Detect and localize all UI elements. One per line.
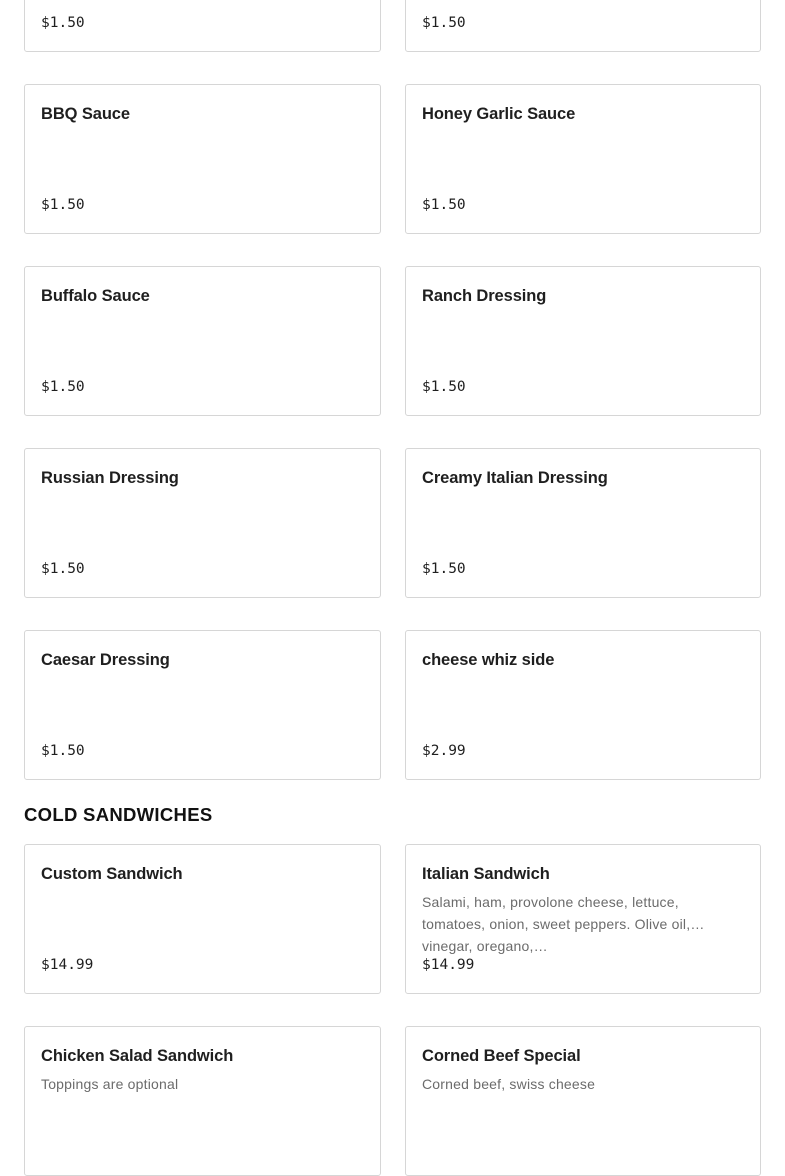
- menu-item-card-creamy-italian-dressing[interactable]: [405, 448, 761, 598]
- menu-item-card-chicken-salad-sandwich[interactable]: [24, 1026, 381, 1176]
- item-name: Honey Garlic Sauce: [422, 105, 576, 123]
- item-description: Salami, ham, provolone cheese, lettuce, tomatoes, onion, sweet peppers. Olive oil, vinegar, oregano,…: [422, 894, 691, 954]
- item-price: $1.50: [422, 561, 466, 577]
- item-name: Custom Sandwich: [41, 865, 183, 883]
- item-price: $1.50: [422, 15, 466, 31]
- item-price: $1.50: [41, 561, 85, 577]
- item-name: Creamy Italian Dressing: [422, 469, 608, 487]
- item-price: $2.99: [422, 743, 466, 759]
- item-name: Buffalo Sauce: [41, 287, 150, 305]
- item-price: $1.50: [41, 379, 85, 395]
- menu-item-card[interactable]: [405, 0, 761, 52]
- item-description: Toppings are optional: [41, 1076, 179, 1092]
- menu-item-card-corned-beef-special[interactable]: [405, 1026, 761, 1176]
- item-price: $1.50: [41, 15, 85, 31]
- item-name: cheese whiz side: [422, 651, 555, 669]
- item-price: $14.99: [422, 957, 475, 973]
- cold-sandwiches-grid: [24, 844, 761, 1176]
- item-name: Chicken Salad Sandwich: [41, 1047, 234, 1065]
- menu-item-card-custom-sandwich[interactable]: [24, 844, 381, 994]
- menu-item-card-cheese-whiz-side[interactable]: [405, 630, 761, 780]
- item-description: Corned beef, swiss cheese: [422, 1076, 596, 1092]
- item-name: Italian Sandwich: [422, 865, 550, 883]
- item-price: $1.50: [422, 379, 466, 395]
- menu-item-card[interactable]: [24, 0, 381, 52]
- menu-item-card-honey-garlic-sauce[interactable]: [405, 84, 761, 234]
- sides-grid: [24, 0, 761, 780]
- menu-item-card-caesar-dressing[interactable]: [24, 630, 381, 780]
- menu-item-card-ranch-dressing[interactable]: [405, 266, 761, 416]
- item-name: Corned Beef Special: [422, 1047, 581, 1065]
- section-title-cold-sandwiches: COLD SANDWICHES: [24, 804, 213, 825]
- item-name: Ranch Dressing: [422, 287, 547, 305]
- item-name: BBQ Sauce: [41, 105, 130, 123]
- menu-item-card-russian-dressing[interactable]: [24, 448, 381, 598]
- item-price: $1.50: [41, 197, 85, 213]
- item-price: $1.50: [41, 743, 85, 759]
- menu-item-card-buffalo-sauce[interactable]: [24, 266, 381, 416]
- item-price: $14.99: [41, 957, 94, 973]
- item-name: Caesar Dressing: [41, 651, 170, 669]
- item-price: $1.50: [422, 197, 466, 213]
- item-name: Russian Dressing: [41, 469, 179, 487]
- menu-item-card-italian-sandwich[interactable]: [405, 844, 761, 994]
- menu-item-card-bbq-sauce[interactable]: [24, 84, 381, 234]
